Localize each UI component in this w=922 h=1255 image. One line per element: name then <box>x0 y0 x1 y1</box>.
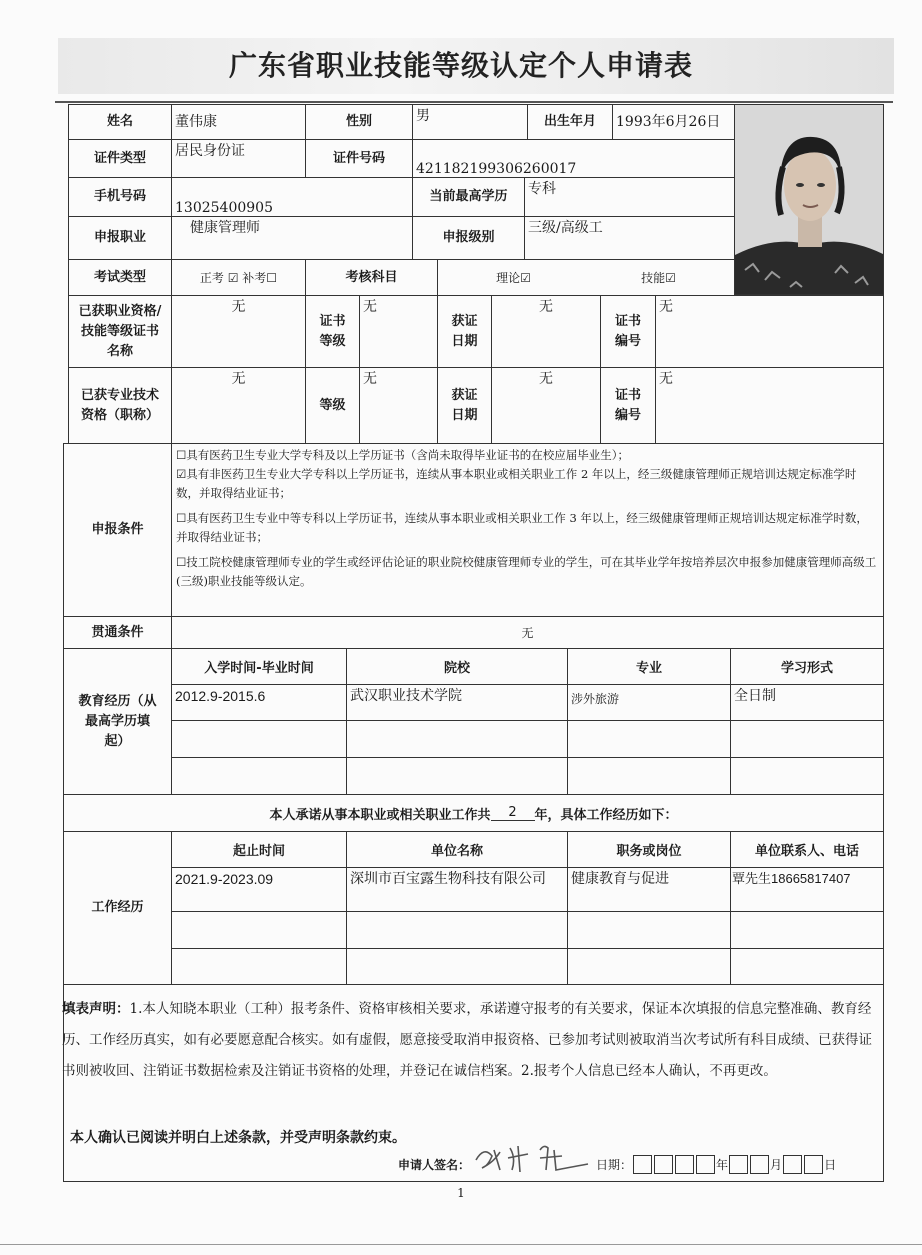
occupation-label: 申报职业 <box>68 216 172 260</box>
edu-row-period: 2012.9-2015.6 <box>171 684 347 721</box>
work-header-contact: 单位联系人、电话 <box>730 831 884 868</box>
cert-no-value: 无 <box>655 295 884 368</box>
condition-item-2[interactable]: ☑具有非医药卫生专业大学专科以上学历证书，连续从事本职业或相关职业工作 2 年以上，经三级健康管理师正规培训达规定标准学时数，并取得结业证书； <box>176 467 857 500</box>
skill-check[interactable]: 技能☑ <box>641 270 676 285</box>
title-no-value: 无 <box>655 367 884 444</box>
work-row-period: 2021.9-2023.09 <box>171 867 347 912</box>
work-empty-cell <box>567 948 731 985</box>
phone-value: 13025400905 <box>171 177 413 217</box>
idno-value: 421182199306260017 <box>412 139 735 178</box>
subject-label: 考核科目 <box>305 259 438 296</box>
cert-name-label: 已获职业资格/技能等级证书名称 <box>68 295 172 368</box>
edu-empty-cell <box>346 757 568 795</box>
cert-grade-value: 无 <box>359 295 438 368</box>
work-empty-cell <box>730 948 884 985</box>
work-header-period: 起止时间 <box>171 831 347 868</box>
portrait-image <box>735 105 884 295</box>
year-unit: 年 <box>716 1157 729 1172</box>
work-empty-cell <box>171 911 347 949</box>
declaration-body: 1.本人知晓本职业（工种）报考条件、资格审核相关要求，承诺遵守报考的有关要求，保证本次填报的信息完整准确、教育经历、工作经历真实，如有必要愿意配合核实。如有虚假，愿意接受取消申报资格、已参加考试则被取消当次考试所有科目成绩、已获得证书则被收回、注销证书数据检索及注销证书资格的处理，并登记在诚信档案。2.报考个人信息已经本人确认，不再更改。 <box>62 1001 872 1079</box>
conditions-list <box>171 443 884 617</box>
edu-row-mode: 全日制 <box>730 684 884 721</box>
date-year-box[interactable] <box>675 1155 694 1174</box>
edu-empty-cell <box>567 720 731 758</box>
work-label: 工作经历 <box>63 831 172 985</box>
title-date-value: 无 <box>491 367 601 444</box>
title-name-value: 无 <box>171 367 306 444</box>
edu-empty-cell <box>567 757 731 795</box>
date-label: 日期： <box>596 1157 633 1172</box>
signature-label: 申请人签名： <box>398 1157 471 1172</box>
edu-row-school: 武汉职业技术学院 <box>346 684 568 721</box>
title-name-label: 已获专业技术资格（职称） <box>68 367 172 444</box>
declaration-text-block <box>62 994 884 1087</box>
examtype-label: 考试类型 <box>68 259 172 296</box>
date-month-box[interactable] <box>750 1155 769 1174</box>
month-unit: 月 <box>770 1157 783 1172</box>
level-label: 申报级别 <box>412 216 525 260</box>
conditions-label: 申报条件 <box>63 443 172 617</box>
work-header-employer: 单位名称 <box>346 831 568 868</box>
work-row-employer: 深圳市百宝露生物科技有限公司 <box>346 867 568 912</box>
cert-no-label: 证书编号 <box>600 295 656 368</box>
handwritten-signature <box>470 1140 590 1174</box>
work-empty-cell <box>730 911 884 949</box>
edu-empty-cell <box>346 720 568 758</box>
cert-date-value: 无 <box>491 295 601 368</box>
bottom-rule <box>0 1244 922 1245</box>
declaration-lead: 填表声明： <box>62 1001 130 1017</box>
through-value: 无 <box>171 616 884 649</box>
edu-value: 专科 <box>524 177 735 217</box>
through-label: 贯通条件 <box>63 616 172 649</box>
condition-item-4[interactable]: ☐技工院校健康管理师专业的学生或经评估论证的职业院校健康管理师专业的学生，可在其毕业学年按培养层次申报参加健康管理师高级工(三级)职业技能等级认定。 <box>176 555 877 588</box>
edu-label: 当前最高学历 <box>412 177 525 217</box>
edu-header-mode: 学习形式 <box>730 648 884 685</box>
work-pledge <box>63 794 884 832</box>
cert-date-label: 获证日期 <box>437 295 492 368</box>
name-label: 姓名 <box>68 104 172 140</box>
title-grade-label: 等级 <box>305 367 360 444</box>
signature-row <box>398 1154 836 1174</box>
birth-value: 1993年6月26日 <box>612 104 735 140</box>
birth-label: 出生年月 <box>527 104 613 140</box>
idno-label: 证件号码 <box>305 139 413 178</box>
work-row-position: 健康教育与促进 <box>567 867 731 912</box>
work-empty-cell <box>346 948 568 985</box>
edu-empty-cell <box>171 757 347 795</box>
declaration-confirm: 本人确认已阅读并明白上述条款，并受声明条款约束。 <box>70 1130 406 1146</box>
pledge-prefix: 本人承诺从事本职业或相关职业工作共 <box>269 807 491 823</box>
title-date-label: 获证日期 <box>437 367 492 444</box>
date-year-box[interactable] <box>696 1155 715 1174</box>
gender-label: 性别 <box>305 104 413 140</box>
edu-empty-cell <box>171 720 347 758</box>
work-row-contact: 覃先生18665817407 <box>730 867 884 912</box>
edu-row-major: 涉外旅游 <box>567 684 731 721</box>
gender-value: 男 <box>412 104 528 140</box>
date-day-box[interactable] <box>783 1155 802 1174</box>
day-unit: 日 <box>824 1157 837 1172</box>
subject-values <box>437 259 735 296</box>
phone-label: 手机号码 <box>68 177 172 217</box>
level-value: 三级/高级工 <box>524 216 735 260</box>
condition-item-3[interactable]: ☐具有医药卫生专业中等专科以上学历证书，连续从事本职业或相关职业工作 3 年以上，经三级健康管理师正规培训达规定标准学时数，并取得结业证书； <box>176 511 868 544</box>
edu-header-school: 院校 <box>346 648 568 685</box>
occupation-value: 健康管理师 <box>171 216 413 260</box>
work-empty-cell <box>346 911 568 949</box>
date-day-box[interactable] <box>804 1155 823 1174</box>
work-empty-cell <box>567 911 731 949</box>
title-no-label: 证书编号 <box>600 367 656 444</box>
pledge-years: 2 <box>491 805 535 821</box>
education-label: 教育经历（从最高学历填起） <box>63 648 172 795</box>
examtype-value: 正考 ☑ 补考☐ <box>171 259 306 296</box>
idtype-value: 居民身份证 <box>171 139 306 178</box>
idtype-label: 证件类型 <box>68 139 172 178</box>
applicant-photo <box>734 104 884 295</box>
edu-header-major: 专业 <box>567 648 731 685</box>
date-year-box[interactable] <box>633 1155 652 1174</box>
form-title: 广东省职业技能等级认定个人申请表 <box>228 49 693 82</box>
page-number: 1 <box>457 1186 465 1200</box>
condition-item-1[interactable]: ☐具有医药卫生专业大学专科及以上学历证书（含尚未取得毕业证书的在校应届毕业生）； <box>176 448 630 462</box>
edu-header-period: 入学时间-毕业时间 <box>171 648 347 685</box>
work-empty-cell <box>171 948 347 985</box>
name-value: 董伟康 <box>171 104 306 140</box>
work-header-position: 职务或岗位 <box>567 831 731 868</box>
cert-name-value: 无 <box>171 295 306 368</box>
cert-grade-label: 证书等级 <box>305 295 360 368</box>
theory-check[interactable]: 理论☑ <box>496 270 531 285</box>
pledge-suffix: 年，具体工作经历如下： <box>534 807 678 823</box>
edu-empty-cell <box>730 720 884 758</box>
date-year-box[interactable] <box>654 1155 673 1174</box>
date-month-box[interactable] <box>729 1155 748 1174</box>
title-grade-value: 无 <box>359 367 438 444</box>
edu-empty-cell <box>730 757 884 795</box>
